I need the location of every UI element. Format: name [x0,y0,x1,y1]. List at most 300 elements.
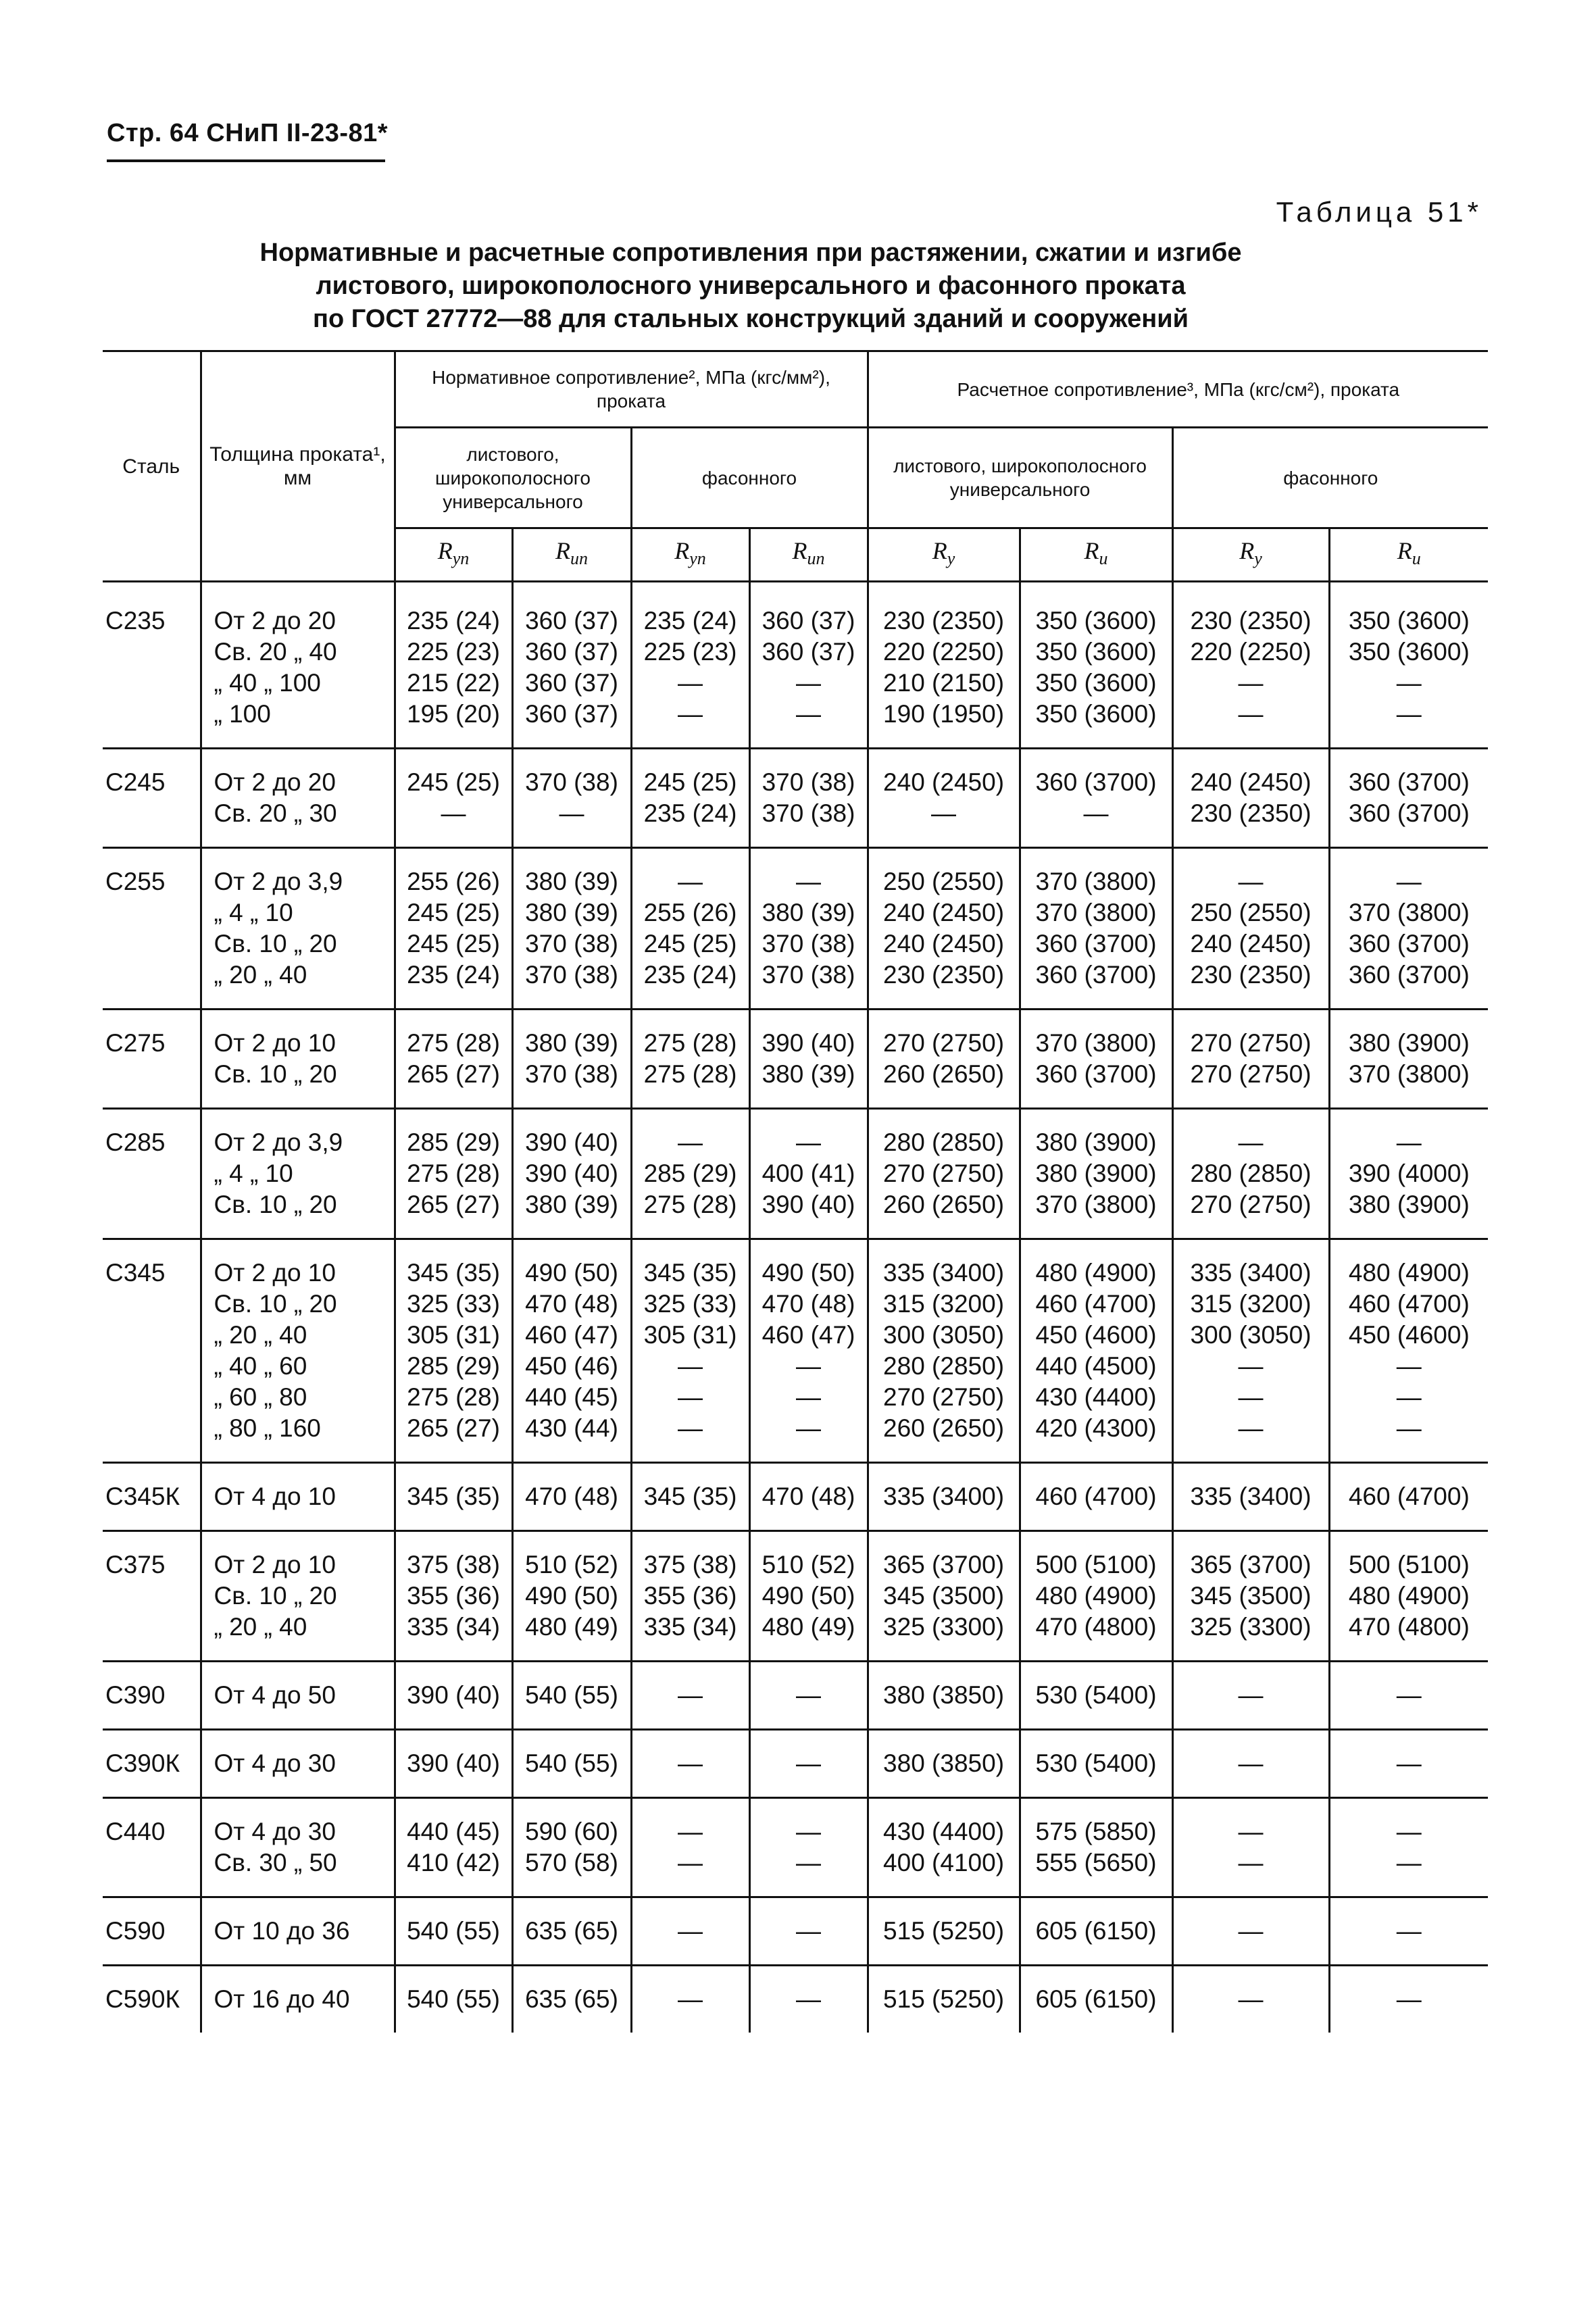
header-design: Расчетное сопротивление³, МПа (кгс/см²), проката [868,351,1488,428]
thickness-cell-line: Св. 20 „ 30 [214,799,337,827]
header-steel: Сталь [103,351,201,582]
ryn-shaped-cell-line: 245 (25) [643,930,737,957]
ru-sheet-cell-line: 530 (5400) [1035,1681,1157,1709]
ry-shaped-cell [1172,1662,1329,1730]
ru-shaped-cell-line: 350 (3600) [1348,638,1470,666]
steel-grade [103,749,201,848]
thickness-cell [201,588,395,749]
thickness-cell [201,1010,395,1109]
ry-sheet-cell [868,1897,1020,1966]
ry-sheet-cell-line: 210 (2150) [883,669,1005,697]
run-shaped-cell [749,1966,868,2033]
steel-grade [103,848,201,1010]
steel-grade [103,1010,201,1109]
run-sheet-cell-line: 470 (48) [525,1290,618,1318]
ryn-shaped-cell [631,1010,749,1109]
run-sheet-cell-line: 540 (55) [525,1749,618,1777]
thickness-cell-line: „ 100 [214,700,271,728]
ry-sheet-cell [868,1798,1020,1897]
ru-sheet-cell-line: 430 (4400) [1035,1383,1157,1411]
run-sheet-cell [512,1109,631,1239]
ru-sheet-cell-line: 350 (3600) [1035,638,1157,666]
thickness-cell-line: „ 20 „ 40 [214,1613,307,1641]
ru-shaped-cell-line: 390 (4000) [1348,1160,1470,1187]
ry-sheet-cell [868,588,1020,749]
ru-shaped-cell [1329,1966,1488,2033]
header-design-shaped: фасонного [1172,428,1488,528]
ru-shaped-cell-line: 480 (4900) [1348,1259,1470,1287]
run-shaped-cell-line: — [796,1818,822,1845]
run-sheet-cell-line: 450 (46) [525,1352,618,1380]
thickness-cell [201,1966,395,2033]
run-shaped-cell-line: 370 (38) [762,930,855,957]
ru-sheet-cell [1020,1798,1172,1897]
symbol-ryn-shaped: $R_{yn}$ [631,528,749,582]
ryn-sheet-cell [395,848,512,1010]
ry-sheet-cell-line: 260 (2650) [883,1414,1005,1442]
ry-sheet-cell [868,1463,1020,1531]
ryn-sheet-cell [395,749,512,848]
thickness-cell-line: От 10 до 36 [214,1917,350,1945]
ru-shaped-cell-line: 500 (5100) [1348,1551,1470,1578]
ry-sheet-cell-line: 250 (2550) [883,868,1005,895]
title-line: листового, широкополосного универсального и фасонного проката [316,272,1186,300]
ry-shaped-cell-line: 270 (2750) [1190,1191,1312,1218]
ryn-shaped-cell [631,588,749,749]
ry-shaped-cell-line: 250 (2550) [1190,899,1312,926]
thickness-cell-line: „ 60 „ 80 [214,1383,307,1411]
run-sheet-cell [512,1897,631,1966]
run-shaped-cell [749,1662,868,1730]
ru-sheet-cell-line: 605 (6150) [1035,1985,1157,2013]
ryn-shaped-cell-line: — [678,1818,703,1845]
ryn-shaped-cell-line: 255 (26) [643,899,737,926]
run-sheet-cell-line: 470 (48) [525,1483,618,1510]
run-shaped-cell [749,1730,868,1798]
ryn-sheet-cell-line: — [441,799,466,827]
run-shaped-cell-line: 460 (47) [762,1321,855,1349]
run-shaped-cell [749,1239,868,1463]
ryn-sheet-cell-line: 235 (24) [407,607,500,634]
run-shaped-cell [749,1531,868,1662]
ryn-sheet-cell [395,1966,512,2033]
ru-sheet-cell-line: 360 (3700) [1035,768,1157,796]
run-shaped-cell-line: 390 (40) [762,1191,855,1218]
run-shaped-cell-line: 360 (37) [762,607,855,634]
symbol-ry-sheet: $R_y$ [868,528,1020,582]
steel-grade [103,1531,201,1662]
ry-sheet-cell [868,848,1020,1010]
ry-shaped-cell-line: — [1238,669,1264,697]
ry-sheet-cell-line: 280 (2850) [883,1352,1005,1380]
run-shaped-cell-line: 370 (38) [762,961,855,989]
ryn-shaped-cell-line: 285 (29) [643,1160,737,1187]
ru-sheet-cell-line: 370 (3800) [1035,1191,1157,1218]
ry-sheet-cell-line: 325 (3300) [883,1613,1005,1641]
ryn-shaped-cell-line: — [678,1383,703,1411]
ry-sheet-cell-line: 335 (3400) [883,1259,1005,1287]
table-row [103,848,1488,1010]
ru-sheet-cell-line: 360 (3700) [1035,930,1157,957]
thickness-cell [201,1730,395,1798]
ry-shaped-cell [1172,749,1329,848]
ryn-shaped-cell [631,1109,749,1239]
title-line: Нормативные и расчетные сопротивления при растяжении, сжатии и изгибе [259,239,1242,267]
ryn-sheet-cell [395,1662,512,1730]
ryn-shaped-cell-line: 275 (28) [643,1029,737,1057]
table-row [103,1239,1488,1463]
ru-sheet-cell-line: 530 (5400) [1035,1749,1157,1777]
run-sheet-cell-line: 360 (37) [525,669,618,697]
ry-shaped-cell-line: — [1238,1681,1264,1709]
table-row [103,1730,1488,1798]
ryn-sheet-cell-line: 225 (23) [407,638,500,666]
ru-shaped-cell [1329,1239,1488,1463]
symbol-run-sheet: $R_{un}$ [512,528,631,582]
ryn-sheet-cell-line: 275 (28) [407,1160,500,1187]
ryn-sheet-cell-line: 335 (34) [407,1613,500,1641]
run-sheet-cell-line: 390 (40) [525,1128,618,1156]
steel-grade [103,1662,201,1730]
table-body [103,588,1488,2033]
run-shaped-cell-line: — [796,1917,822,1945]
ru-shaped-cell [1329,1010,1488,1109]
ryn-shaped-cell [631,848,749,1010]
ru-sheet-cell [1020,749,1172,848]
run-sheet-cell-line: 380 (39) [525,868,618,895]
ru-sheet-cell-line: 440 (4500) [1035,1352,1157,1380]
ru-sheet-cell [1020,1897,1172,1966]
ru-sheet-cell-line: 370 (3800) [1035,899,1157,926]
table-row [103,749,1488,848]
run-shaped-cell [749,1109,868,1239]
ryn-shaped-cell [631,1531,749,1662]
thickness-cell-line: Св. 10 „ 20 [214,1060,337,1088]
header-normative-sheet: листового, широкополосного универсального [395,428,631,528]
table-row [103,1966,1488,2033]
ryn-shaped-cell-line: 305 (31) [643,1321,737,1349]
table-row [103,1010,1488,1109]
ry-sheet-cell-line: 515 (5250) [883,1985,1005,2013]
ryn-shaped-cell-line: — [678,700,703,728]
ru-shaped-cell [1329,1897,1488,1966]
thickness-cell-line: От 2 до 3,9 [214,1128,343,1156]
ru-shaped-cell-line: 480 (4900) [1348,1582,1470,1610]
run-sheet-cell [512,1966,631,2033]
ru-sheet-cell-line: 370 (3800) [1035,1029,1157,1057]
thickness-cell-line: От 4 до 50 [214,1681,336,1709]
run-shaped-cell-line: — [796,1414,822,1442]
steel-grade-text: С235 [105,607,166,634]
resistance-table [103,350,1488,2033]
run-shaped-cell-line: 510 (52) [762,1551,855,1578]
ry-shaped-cell [1172,1109,1329,1239]
ry-shaped-cell [1172,1239,1329,1463]
steel-grade [103,1798,201,1897]
header-thickness: Толщина проката¹, мм [201,351,395,582]
run-shaped-cell-line: 380 (39) [762,1060,855,1088]
run-sheet-cell-line: 370 (38) [525,768,618,796]
ry-shaped-cell-line: 270 (2750) [1190,1029,1312,1057]
ry-shaped-cell [1172,1531,1329,1662]
run-sheet-cell-line: 360 (37) [525,638,618,666]
ryn-shaped-cell-line: — [678,669,703,697]
run-sheet-cell [512,1010,631,1109]
steel-grade-text: С255 [105,868,166,895]
ru-shaped-cell-line: 350 (3600) [1348,607,1470,634]
run-sheet-cell [512,1798,631,1897]
run-shaped-cell-line: 390 (40) [762,1029,855,1057]
table-row [103,1798,1488,1897]
ry-sheet-cell-line: 315 (3200) [883,1290,1005,1318]
ry-shaped-cell-line: 240 (2450) [1190,930,1312,957]
ru-sheet-cell [1020,1463,1172,1531]
ry-shaped-cell [1172,1897,1329,1966]
thickness-cell [201,1798,395,1897]
ryn-shaped-cell [631,1463,749,1531]
steel-grade-text: С590 [105,1917,166,1945]
ry-shaped-cell [1172,1966,1329,2033]
ry-shaped-cell-line: 345 (3500) [1190,1582,1312,1610]
ru-shaped-cell-line: — [1396,1128,1422,1156]
ru-shaped-cell [1329,1730,1488,1798]
ry-sheet-cell [868,1730,1020,1798]
ryn-sheet-cell-line: 390 (40) [407,1749,500,1777]
ryn-sheet-cell-line: 410 (42) [407,1849,500,1876]
ry-shaped-cell [1172,588,1329,749]
ry-shaped-cell [1172,1730,1329,1798]
run-sheet-cell-line: 480 (49) [525,1613,618,1641]
steel-grade [103,588,201,749]
ry-shaped-cell [1172,1010,1329,1109]
run-shaped-cell [749,1897,868,1966]
ryn-shaped-cell-line: 225 (23) [643,638,737,666]
ryn-shaped-cell-line: 345 (35) [643,1483,737,1510]
ryn-sheet-cell-line: 345 (35) [407,1483,500,1510]
ryn-shaped-cell-line: — [678,1849,703,1876]
ryn-shaped-cell [631,749,749,848]
run-shaped-cell-line: — [796,1352,822,1380]
ryn-shaped-cell [631,1897,749,1966]
run-shaped-cell-line: 470 (48) [762,1483,855,1510]
ry-sheet-cell-line: 430 (4400) [883,1818,1005,1845]
steel-grade [103,1966,201,2033]
ryn-sheet-cell [395,1897,512,1966]
run-shaped-cell-line: 400 (41) [762,1160,855,1187]
ry-sheet-cell-line: 380 (3850) [883,1681,1005,1709]
ru-shaped-cell-line: 370 (3800) [1348,899,1470,926]
steel-grade-text: С390К [105,1749,180,1777]
table-number: Таблица 51* [1276,196,1482,228]
run-shaped-cell-line: — [796,700,822,728]
table-row [103,1463,1488,1531]
thickness-cell-line: От 2 до 20 [214,607,336,634]
ru-shaped-cell-line: 460 (4700) [1348,1483,1470,1510]
run-shaped-cell-line: — [796,1749,822,1777]
ru-shaped-cell-line: 460 (4700) [1348,1290,1470,1318]
ry-sheet-cell-line: 270 (2750) [883,1383,1005,1411]
ru-shaped-cell [1329,588,1488,749]
thickness-cell-line: От 2 до 10 [214,1551,336,1578]
ry-shaped-cell-line: 220 (2250) [1190,638,1312,666]
ryn-shaped-cell-line: — [678,1749,703,1777]
ryn-sheet-cell-line: 235 (24) [407,961,500,989]
ry-sheet-cell-line: 260 (2650) [883,1060,1005,1088]
ryn-shaped-cell [631,1730,749,1798]
ry-shaped-cell [1172,1798,1329,1897]
run-sheet-cell-line: 360 (37) [525,700,618,728]
ryn-sheet-cell [395,1798,512,1897]
thickness-cell-line: От 2 до 10 [214,1259,336,1287]
run-sheet-cell-line: 380 (39) [525,899,618,926]
steel-grade-text: С345 [105,1259,166,1287]
ry-sheet-cell [868,1662,1020,1730]
ru-shaped-cell [1329,1109,1488,1239]
ry-shaped-cell-line: — [1238,700,1264,728]
ryn-sheet-cell [395,1239,512,1463]
header-normative: Нормативное сопротивление², МПа (кгс/мм²), проката [395,351,868,428]
ru-sheet-cell [1020,1109,1172,1239]
ry-shaped-cell-line: 365 (3700) [1190,1551,1312,1578]
ryn-sheet-cell-line: 355 (36) [407,1582,500,1610]
thickness-cell-line: „ 20 „ 40 [214,961,307,989]
ru-sheet-cell [1020,1239,1172,1463]
ryn-sheet-cell-line: 265 (27) [407,1060,500,1088]
ry-sheet-cell-line: 240 (2450) [883,899,1005,926]
ryn-shaped-cell-line: 235 (24) [643,961,737,989]
run-shaped-cell-line: — [796,1383,822,1411]
ru-shaped-cell-line: 380 (3900) [1348,1029,1470,1057]
ru-sheet-cell [1020,1010,1172,1109]
ryn-sheet-cell-line: 265 (27) [407,1191,500,1218]
ry-sheet-cell-line: 365 (3700) [883,1551,1005,1578]
run-sheet-cell [512,1730,631,1798]
ry-sheet-cell-line: 335 (3400) [883,1483,1005,1510]
ryn-sheet-cell-line: 440 (45) [407,1818,500,1845]
ry-sheet-cell-line: 230 (2350) [883,961,1005,989]
ryn-shaped-cell-line: 375 (38) [643,1551,737,1578]
thickness-cell-line: Св. 30 „ 50 [214,1849,337,1876]
run-sheet-cell [512,749,631,848]
thickness-cell [201,1662,395,1730]
ru-sheet-cell-line: 350 (3600) [1035,669,1157,697]
ryn-shaped-cell-line: 235 (24) [643,799,737,827]
steel-grade-text: С285 [105,1128,166,1156]
ry-shaped-cell-line: 335 (3400) [1190,1483,1312,1510]
thickness-cell-line: От 16 до 40 [214,1985,350,2013]
ru-shaped-cell-line: 380 (3900) [1348,1191,1470,1218]
ry-sheet-cell-line: 515 (5250) [883,1917,1005,1945]
ryn-shaped-cell-line: 345 (35) [643,1259,737,1287]
ry-shaped-cell-line: 230 (2350) [1190,607,1312,634]
run-shaped-cell-line: 470 (48) [762,1290,855,1318]
ry-sheet-cell-line: 220 (2250) [883,638,1005,666]
ru-sheet-cell [1020,588,1172,749]
header-underline [107,159,385,162]
thickness-cell-line: От 2 до 10 [214,1029,336,1057]
ryn-sheet-cell-line: 255 (26) [407,868,500,895]
ryn-shaped-cell-line: 335 (34) [643,1613,737,1641]
ry-shaped-cell-line: — [1238,1414,1264,1442]
ry-shaped-cell-line: — [1238,1818,1264,1845]
ru-shaped-cell-line: — [1396,1681,1422,1709]
run-sheet-cell-line: 510 (52) [525,1551,618,1578]
ryn-sheet-cell-line: 285 (29) [407,1352,500,1380]
run-sheet-cell [512,1239,631,1463]
ry-sheet-cell-line: 270 (2750) [883,1160,1005,1187]
ru-shaped-cell-line: 360 (3700) [1348,768,1470,796]
run-sheet-cell-line: 490 (50) [525,1259,618,1287]
ry-shaped-cell-line: 335 (3400) [1190,1259,1312,1287]
ru-sheet-cell-line: 575 (5850) [1035,1818,1157,1845]
ry-sheet-cell-line: — [931,799,957,827]
ru-shaped-cell-line: 450 (4600) [1348,1321,1470,1349]
ry-sheet-cell-line: 270 (2750) [883,1029,1005,1057]
table-row [103,1897,1488,1966]
ryn-sheet-cell-line: 275 (28) [407,1383,500,1411]
header-normative-shaped: фасонного [631,428,868,528]
ru-sheet-cell-line: 350 (3600) [1035,607,1157,634]
run-sheet-cell [512,1531,631,1662]
run-shaped-cell [749,848,868,1010]
ryn-sheet-cell-line: 375 (38) [407,1551,500,1578]
ry-sheet-cell [868,749,1020,848]
ru-shaped-cell-line: 360 (3700) [1348,961,1470,989]
thickness-cell-line: „ 4 „ 10 [214,1160,293,1187]
run-sheet-cell-line: 540 (55) [525,1681,618,1709]
steel-grade-text: С275 [105,1029,166,1057]
ryn-shaped-cell-line: 275 (28) [643,1060,737,1088]
ry-shaped-cell-line: 240 (2450) [1190,768,1312,796]
ryn-shaped-cell-line: 275 (28) [643,1191,737,1218]
run-sheet-cell-line: 390 (40) [525,1160,618,1187]
ru-shaped-cell-line: — [1396,1917,1422,1945]
ry-sheet-cell-line: 240 (2450) [883,768,1005,796]
ru-shaped-cell-line: — [1396,1352,1422,1380]
ru-sheet-cell-line: 380 (3900) [1035,1128,1157,1156]
ry-shaped-cell-line: — [1238,868,1264,895]
run-sheet-cell-line: — [559,799,584,827]
ru-sheet-cell [1020,1966,1172,2033]
ryn-shaped-cell [631,1239,749,1463]
ryn-shaped-cell-line: 245 (25) [643,768,737,796]
run-shaped-cell-line: — [796,1128,822,1156]
ry-sheet-cell [868,1239,1020,1463]
run-shaped-cell-line: 370 (38) [762,768,855,796]
ru-sheet-cell-line: 500 (5100) [1035,1551,1157,1578]
run-sheet-cell-line: 635 (65) [525,1917,618,1945]
ru-shaped-cell [1329,749,1488,848]
ru-sheet-cell-line: 555 (5650) [1035,1849,1157,1876]
ryn-sheet-cell-line: 245 (25) [407,899,500,926]
thickness-cell-line: От 4 до 30 [214,1749,336,1777]
ryn-sheet-cell [395,1463,512,1531]
ryn-shaped-cell-line: — [678,868,703,895]
run-sheet-cell-line: 490 (50) [525,1582,618,1610]
ry-shaped-cell-line: — [1238,1749,1264,1777]
run-sheet-cell-line: 635 (65) [525,1985,618,2013]
steel-grade-text: С345К [105,1483,180,1510]
ru-sheet-cell-line: 360 (3700) [1035,1060,1157,1088]
ru-shaped-cell-line: — [1396,700,1422,728]
ru-sheet-cell [1020,848,1172,1010]
ryn-sheet-cell [395,588,512,749]
ru-shaped-cell [1329,1798,1488,1897]
ryn-shaped-cell [631,1798,749,1897]
ru-sheet-cell-line: 420 (4300) [1035,1414,1157,1442]
ry-sheet-cell-line: 300 (3050) [883,1321,1005,1349]
ryn-shaped-cell-line: 235 (24) [643,607,737,634]
